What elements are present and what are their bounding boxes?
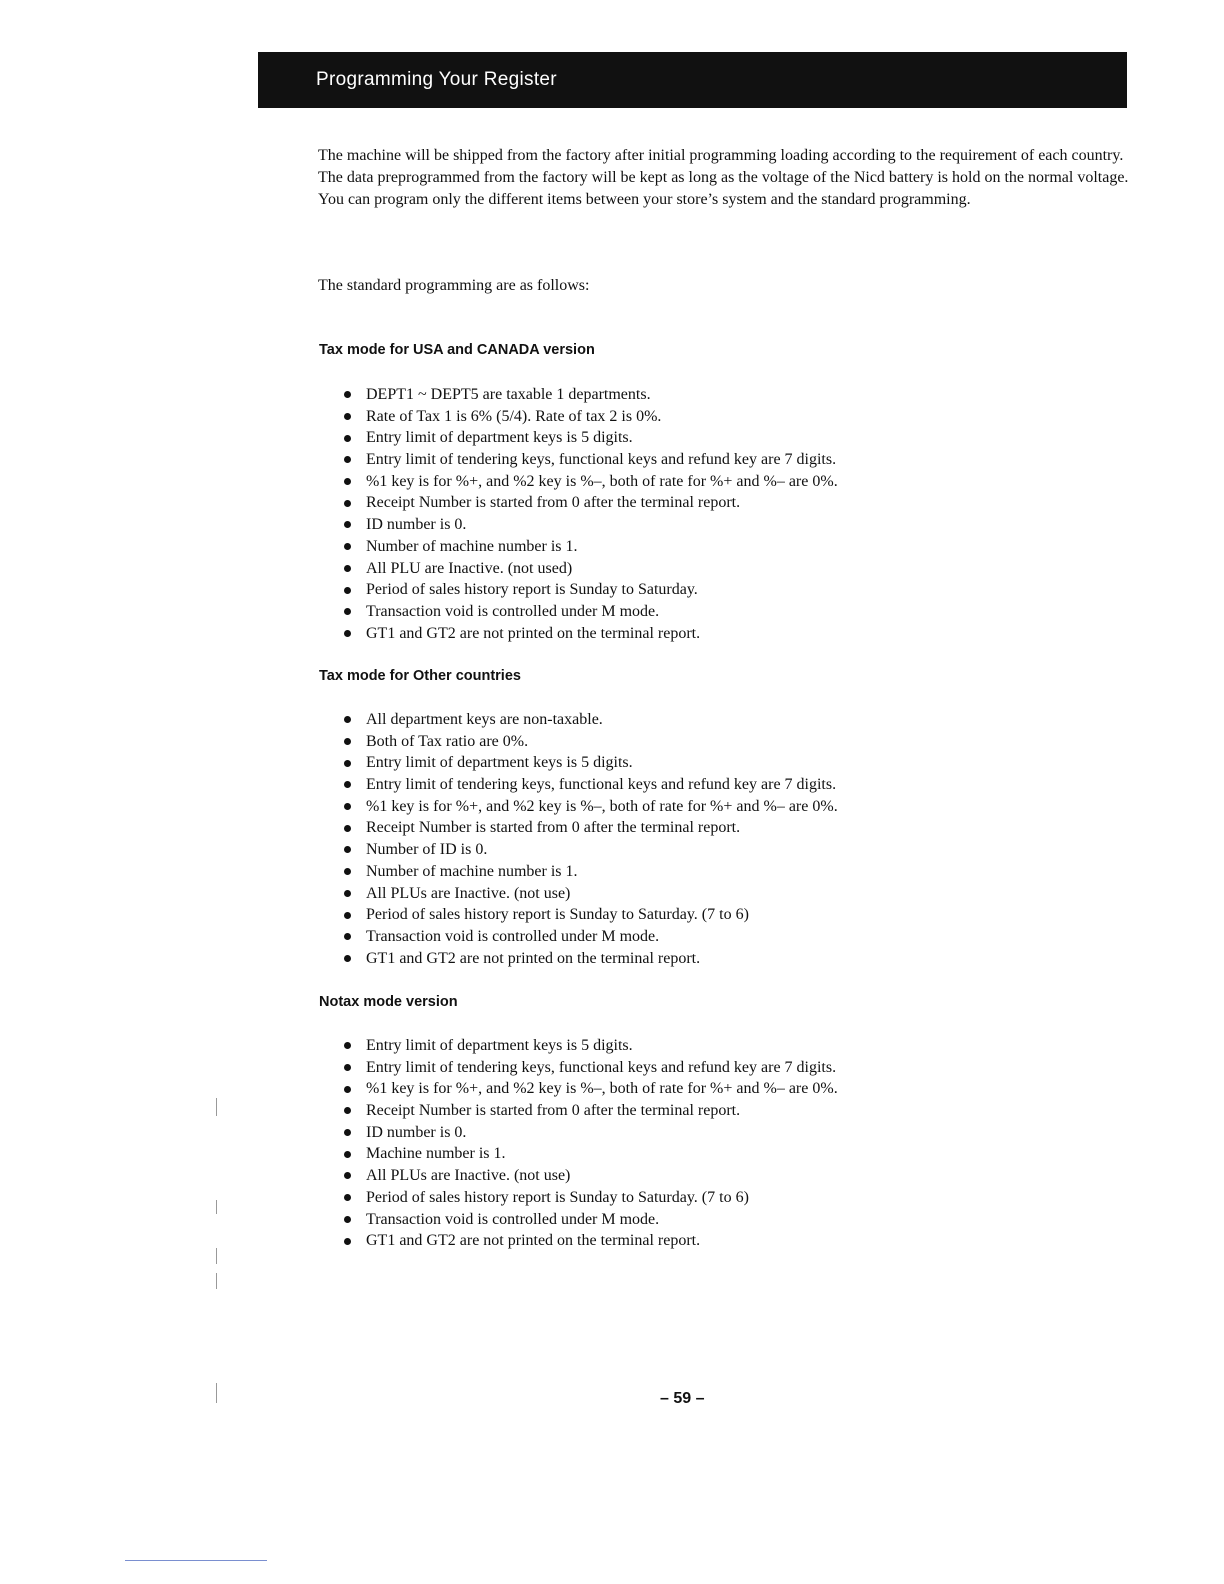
list-item: [344, 1078, 838, 1100]
bullet-icon: [344, 781, 351, 788]
list-item-text: Entry limit of tendering keys, functional keys and refund key are 7 digits.: [366, 451, 837, 469]
list-item-text: Number of machine number is 1.: [366, 862, 578, 880]
intro-paragraph: The machine will be shipped from the factory after initial programming loading according to the requirement of each country.: [318, 147, 1124, 164]
list-item-text: DEPT1 ~ DEPT5 are taxable 1 departments.: [366, 386, 651, 403]
bullet-icon: [344, 1086, 351, 1093]
list-item: [344, 536, 838, 558]
bullet-icon: [344, 1064, 351, 1071]
list-item-text: Number of machine number is 1.: [366, 537, 578, 555]
notax-list: [344, 1035, 838, 1252]
list-item: [344, 558, 838, 580]
list-item: [344, 861, 838, 883]
list-item: [344, 1187, 838, 1209]
intro-paragraph: You can program only the different items between your store’s system and the standard programming.: [318, 191, 971, 208]
list-item-text: Both of Tax ratio are 0%.: [366, 732, 529, 750]
scan-mark: [216, 1200, 217, 1214]
list-item: [344, 1100, 838, 1122]
list-item: [344, 883, 838, 905]
list-item: [344, 752, 838, 774]
list-item-text: Entry limit of tendering keys, functional keys and refund key are 7 digits.: [366, 1058, 837, 1076]
page-title: Programming Your Register: [316, 69, 557, 90]
list-item: [344, 904, 838, 926]
list-item: [344, 1143, 838, 1165]
list-item: [344, 839, 838, 861]
list-item-text: Receipt Number is started from 0 after the terminal report.: [366, 494, 741, 512]
list-item: [344, 1209, 838, 1231]
list-item-text: Receipt Number is started from 0 after the terminal report.: [366, 819, 741, 837]
list-item-text: Entry limit of department keys is 5 digits.: [366, 754, 633, 772]
bullet-icon: [344, 1216, 351, 1223]
list-item-text: Entry limit of department keys is 5 digits.: [366, 1037, 633, 1054]
section-heading-other-countries: Tax mode for Other countries: [319, 668, 521, 684]
bullet-icon: [344, 738, 351, 745]
list-item: [344, 1165, 838, 1187]
bullet-icon: [344, 803, 351, 810]
intro-paragraph: The data preprogrammed from the factory will be kept as long as the voltage of the Nicd battery is hold on the normal voltage.: [318, 169, 1129, 186]
bullet-icon: [344, 825, 351, 832]
list-item: [344, 731, 838, 753]
scan-mark: [216, 1383, 217, 1403]
list-item: [344, 514, 838, 536]
bullet-icon: [344, 478, 351, 485]
intro-block: [318, 145, 1148, 211]
list-item: [344, 1057, 838, 1079]
bullet-icon: [344, 912, 351, 919]
scan-mark: [216, 1098, 217, 1116]
bullet-icon: [344, 955, 351, 962]
page-number: – 59 –: [660, 1390, 705, 1407]
list-item: [344, 427, 838, 449]
list-item-text: Period of sales history report is Sunday to Saturday.: [366, 581, 698, 599]
list-item: [344, 449, 838, 471]
list-item: [344, 623, 838, 645]
list-item: [344, 1122, 838, 1144]
bullet-icon: [344, 521, 351, 528]
list-item-text: Transaction void is controlled under M mode.: [366, 602, 660, 620]
bullet-icon: [344, 391, 351, 398]
list-item: [344, 817, 838, 839]
bullet-icon: [344, 1129, 351, 1136]
bullet-icon: [344, 1151, 351, 1158]
scan-mark: [216, 1248, 217, 1264]
bullet-icon: [344, 435, 351, 442]
list-item-text: ID number is 0.: [366, 516, 467, 534]
bullet-icon: [344, 868, 351, 875]
bullet-icon: [344, 608, 351, 615]
list-item: [344, 406, 838, 428]
list-item-text: Period of sales history report is Sunday to Saturday. (7 to 6): [366, 1188, 749, 1206]
list-item-text: GT1 and GT2 are not printed on the terminal report.: [366, 949, 701, 967]
list-item: [344, 492, 838, 514]
list-item: [344, 579, 838, 601]
bullet-icon: [344, 1042, 351, 1049]
list-item-text: GT1 and GT2 are not printed on the terminal report.: [366, 1232, 701, 1250]
list-item: [344, 926, 838, 948]
list-item: [344, 384, 838, 406]
list-item-text: Number of ID is 0.: [366, 841, 488, 859]
bullet-icon: [344, 1107, 351, 1114]
list-item-text: Entry limit of tendering keys, functional keys and refund key are 7 digits.: [366, 776, 837, 794]
header-bar: [258, 52, 1127, 108]
list-item-text: All PLUs are Inactive. (not use): [366, 1167, 571, 1185]
other-countries-list: [344, 709, 838, 969]
bullet-icon: [344, 890, 351, 897]
bullet-icon: [344, 543, 351, 550]
bullet-icon: [344, 1238, 351, 1245]
bullet-icon: [344, 1194, 351, 1201]
list-item-text: Entry limit of department keys is 5 digits.: [366, 429, 633, 447]
bullet-icon: [344, 500, 351, 507]
list-item-text: ID number is 0.: [366, 1123, 467, 1141]
bullet-icon: [344, 716, 351, 723]
list-item: [344, 948, 838, 970]
bottom-rule: [125, 1560, 267, 1561]
bullet-icon: [344, 760, 351, 767]
list-item-text: %1 key is for %+, and %2 key is %–, both of rate for %+ and %– are 0%.: [366, 797, 838, 815]
list-item-text: %1 key is for %+, and %2 key is %–, both of rate for %+ and %– are 0%.: [366, 1080, 838, 1098]
usa-canada-list: [344, 384, 838, 644]
list-item-text: Transaction void is controlled under M mode.: [366, 1210, 660, 1228]
bullet-icon: [344, 933, 351, 940]
list-item-text: Machine number is 1.: [366, 1145, 506, 1163]
list-item-text: All PLUs are Inactive. (not use): [366, 884, 571, 902]
list-item: [344, 601, 838, 623]
list-item: [344, 1230, 838, 1252]
scan-mark: [216, 1273, 217, 1289]
bullet-icon: [344, 630, 351, 637]
list-item-text: All PLU are Inactive. (not used): [366, 559, 573, 577]
list-item-text: GT1 and GT2 are not printed on the terminal report.: [366, 624, 701, 642]
bullet-icon: [344, 1172, 351, 1179]
list-item: [344, 1035, 838, 1057]
list-item-text: Rate of Tax 1 is 6% (5/4). Rate of tax 2 is 0%.: [366, 407, 662, 425]
list-item: [344, 471, 838, 493]
list-item-text: Transaction void is controlled under M mode.: [366, 927, 660, 945]
bullet-icon: [344, 413, 351, 420]
bullet-icon: [344, 456, 351, 463]
standard-intro: The standard programming are as follows:: [318, 277, 590, 294]
list-item-text: Period of sales history report is Sunday to Saturday. (7 to 6): [366, 906, 749, 924]
bullet-icon: [344, 846, 351, 853]
list-item: [344, 709, 838, 731]
list-item-text: All department keys are non-taxable.: [366, 711, 603, 728]
section-heading-usa-canada: Tax mode for USA and CANADA version: [319, 342, 595, 358]
list-item: [344, 796, 838, 818]
section-heading-notax: Notax mode version: [319, 994, 458, 1010]
list-item-text: %1 key is for %+, and %2 key is %–, both of rate for %+ and %– are 0%.: [366, 472, 838, 490]
list-item: [344, 774, 838, 796]
bullet-icon: [344, 565, 351, 572]
bullet-icon: [344, 587, 351, 594]
list-item-text: Receipt Number is started from 0 after the terminal report.: [366, 1102, 741, 1120]
